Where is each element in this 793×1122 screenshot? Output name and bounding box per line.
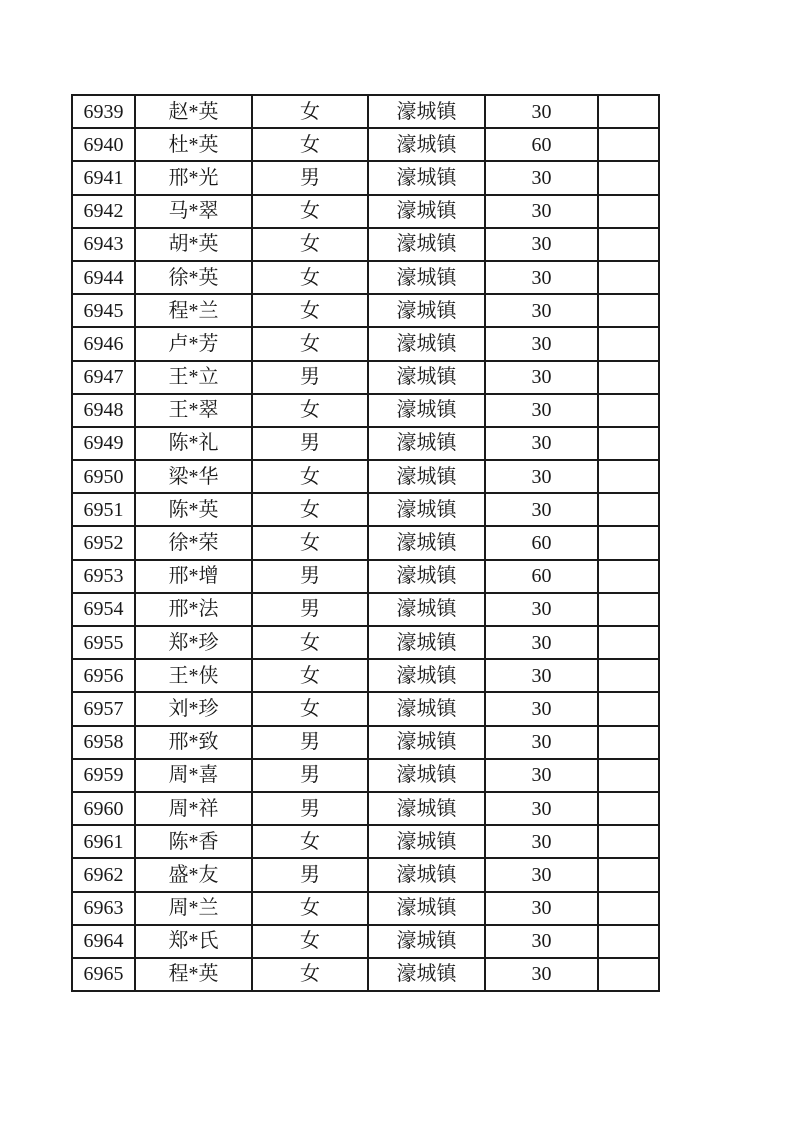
cell-name: 周*祥 [135, 792, 252, 825]
table-row [72, 825, 659, 858]
cell-gender: 女 [252, 327, 368, 360]
cell-amount: 30 [485, 427, 598, 460]
cell-amount: 30 [485, 692, 598, 725]
cell-gender: 女 [252, 692, 368, 725]
cell-blank [598, 892, 659, 925]
cell-amount: 30 [485, 858, 598, 891]
table-row [72, 958, 659, 991]
cell-name: 徐*荣 [135, 526, 252, 559]
cell-id: 6940 [72, 128, 135, 161]
cell-gender: 女 [252, 958, 368, 991]
cell-town: 濠城镇 [368, 626, 485, 659]
cell-town: 濠城镇 [368, 759, 485, 792]
cell-id: 6955 [72, 626, 135, 659]
cell-name: 卢*芳 [135, 327, 252, 360]
cell-town: 濠城镇 [368, 858, 485, 891]
cell-town: 濠城镇 [368, 925, 485, 958]
table-row [72, 460, 659, 493]
cell-amount: 30 [485, 228, 598, 261]
table-row [72, 261, 659, 294]
table-row [72, 161, 659, 194]
records-table [71, 94, 660, 992]
cell-amount: 30 [485, 261, 598, 294]
cell-blank [598, 427, 659, 460]
cell-gender: 女 [252, 261, 368, 294]
cell-blank [598, 858, 659, 891]
cell-town: 濠城镇 [368, 792, 485, 825]
cell-gender: 女 [252, 526, 368, 559]
table-row [72, 361, 659, 394]
cell-town: 濠城镇 [368, 726, 485, 759]
cell-town: 濠城镇 [368, 361, 485, 394]
cell-blank [598, 460, 659, 493]
cell-id: 6941 [72, 161, 135, 194]
cell-blank [598, 261, 659, 294]
cell-id: 6947 [72, 361, 135, 394]
cell-amount: 30 [485, 593, 598, 626]
cell-amount: 30 [485, 294, 598, 327]
cell-id: 6953 [72, 560, 135, 593]
cell-amount: 30 [485, 825, 598, 858]
table-row [72, 228, 659, 261]
table-row [72, 925, 659, 958]
cell-amount: 30 [485, 361, 598, 394]
table-row [72, 626, 659, 659]
cell-gender: 女 [252, 95, 368, 128]
cell-gender: 女 [252, 128, 368, 161]
cell-name: 王*翠 [135, 394, 252, 427]
cell-amount: 30 [485, 925, 598, 958]
cell-id: 6959 [72, 759, 135, 792]
cell-name: 胡*英 [135, 228, 252, 261]
cell-amount: 30 [485, 195, 598, 228]
cell-id: 6963 [72, 892, 135, 925]
cell-name: 郑*珍 [135, 626, 252, 659]
cell-town: 濠城镇 [368, 294, 485, 327]
cell-blank [598, 792, 659, 825]
cell-name: 王*侠 [135, 659, 252, 692]
records-table-body [72, 95, 659, 991]
cell-id: 6943 [72, 228, 135, 261]
table-row [72, 427, 659, 460]
cell-name: 周*喜 [135, 759, 252, 792]
cell-id: 6965 [72, 958, 135, 991]
cell-name: 陈*香 [135, 825, 252, 858]
cell-id: 6962 [72, 858, 135, 891]
cell-amount: 30 [485, 958, 598, 991]
cell-id: 6942 [72, 195, 135, 228]
cell-gender: 女 [252, 195, 368, 228]
cell-id: 6964 [72, 925, 135, 958]
cell-town: 濠城镇 [368, 692, 485, 725]
cell-town: 濠城镇 [368, 659, 485, 692]
cell-blank [598, 825, 659, 858]
cell-gender: 女 [252, 825, 368, 858]
cell-gender: 男 [252, 361, 368, 394]
table-row [72, 792, 659, 825]
cell-town: 濠城镇 [368, 261, 485, 294]
cell-blank [598, 560, 659, 593]
cell-amount: 30 [485, 161, 598, 194]
cell-gender: 女 [252, 925, 368, 958]
cell-gender: 男 [252, 427, 368, 460]
cell-gender: 女 [252, 659, 368, 692]
cell-name: 陈*礼 [135, 427, 252, 460]
table-row [72, 858, 659, 891]
cell-blank [598, 593, 659, 626]
table-row [72, 128, 659, 161]
table-row [72, 95, 659, 128]
cell-town: 濠城镇 [368, 327, 485, 360]
cell-town: 濠城镇 [368, 892, 485, 925]
cell-name: 杜*英 [135, 128, 252, 161]
cell-town: 濠城镇 [368, 493, 485, 526]
cell-town: 濠城镇 [368, 593, 485, 626]
cell-amount: 60 [485, 526, 598, 559]
cell-name: 郑*氏 [135, 925, 252, 958]
cell-gender: 女 [252, 394, 368, 427]
cell-town: 濠城镇 [368, 394, 485, 427]
cell-name: 邢*致 [135, 726, 252, 759]
cell-amount: 30 [485, 792, 598, 825]
cell-gender: 男 [252, 759, 368, 792]
cell-id: 6960 [72, 792, 135, 825]
cell-amount: 30 [485, 95, 598, 128]
cell-town: 濠城镇 [368, 161, 485, 194]
cell-name: 邢*光 [135, 161, 252, 194]
cell-id: 6961 [72, 825, 135, 858]
cell-id: 6948 [72, 394, 135, 427]
cell-id: 6945 [72, 294, 135, 327]
table-row [72, 560, 659, 593]
cell-blank [598, 294, 659, 327]
cell-town: 濠城镇 [368, 526, 485, 559]
cell-town: 濠城镇 [368, 128, 485, 161]
table-row [72, 327, 659, 360]
cell-name: 周*兰 [135, 892, 252, 925]
cell-name: 陈*英 [135, 493, 252, 526]
cell-id: 6951 [72, 493, 135, 526]
table-row [72, 759, 659, 792]
table-row [72, 726, 659, 759]
cell-amount: 60 [485, 560, 598, 593]
table-row [72, 195, 659, 228]
cell-id: 6944 [72, 261, 135, 294]
cell-blank [598, 726, 659, 759]
cell-name: 程*兰 [135, 294, 252, 327]
cell-id: 6958 [72, 726, 135, 759]
cell-id: 6949 [72, 427, 135, 460]
cell-town: 濠城镇 [368, 95, 485, 128]
cell-blank [598, 692, 659, 725]
cell-name: 徐*英 [135, 261, 252, 294]
cell-gender: 男 [252, 792, 368, 825]
cell-blank [598, 626, 659, 659]
cell-town: 濠城镇 [368, 460, 485, 493]
cell-id: 6956 [72, 659, 135, 692]
cell-name: 赵*英 [135, 95, 252, 128]
cell-amount: 30 [485, 460, 598, 493]
cell-name: 邢*增 [135, 560, 252, 593]
cell-id: 6950 [72, 460, 135, 493]
cell-gender: 女 [252, 294, 368, 327]
cell-blank [598, 394, 659, 427]
cell-blank [598, 327, 659, 360]
cell-blank [598, 228, 659, 261]
cell-blank [598, 925, 659, 958]
table-row [72, 593, 659, 626]
table-row [72, 394, 659, 427]
cell-town: 濠城镇 [368, 560, 485, 593]
table-row [72, 692, 659, 725]
cell-name: 马*翠 [135, 195, 252, 228]
cell-town: 濠城镇 [368, 427, 485, 460]
cell-blank [598, 759, 659, 792]
cell-gender: 男 [252, 593, 368, 626]
cell-id: 6939 [72, 95, 135, 128]
cell-amount: 60 [485, 128, 598, 161]
table-row [72, 892, 659, 925]
cell-name: 梁*华 [135, 460, 252, 493]
cell-amount: 30 [485, 626, 598, 659]
cell-town: 濠城镇 [368, 958, 485, 991]
cell-gender: 女 [252, 626, 368, 659]
cell-amount: 30 [485, 726, 598, 759]
cell-gender: 男 [252, 726, 368, 759]
cell-gender: 男 [252, 560, 368, 593]
cell-amount: 30 [485, 892, 598, 925]
cell-name: 刘*珍 [135, 692, 252, 725]
cell-town: 濠城镇 [368, 825, 485, 858]
cell-gender: 男 [252, 161, 368, 194]
cell-blank [598, 361, 659, 394]
table-row [72, 294, 659, 327]
cell-blank [598, 526, 659, 559]
cell-blank [598, 659, 659, 692]
cell-amount: 30 [485, 327, 598, 360]
cell-id: 6957 [72, 692, 135, 725]
table-row [72, 526, 659, 559]
table-row [72, 659, 659, 692]
cell-blank [598, 161, 659, 194]
cell-id: 6954 [72, 593, 135, 626]
cell-blank [598, 95, 659, 128]
cell-amount: 30 [485, 759, 598, 792]
cell-blank [598, 128, 659, 161]
cell-gender: 女 [252, 892, 368, 925]
cell-blank [598, 195, 659, 228]
cell-gender: 女 [252, 460, 368, 493]
cell-amount: 30 [485, 394, 598, 427]
cell-amount: 30 [485, 493, 598, 526]
table-row [72, 493, 659, 526]
cell-name: 邢*法 [135, 593, 252, 626]
cell-id: 6946 [72, 327, 135, 360]
cell-town: 濠城镇 [368, 195, 485, 228]
cell-gender: 女 [252, 493, 368, 526]
cell-gender: 女 [252, 228, 368, 261]
cell-name: 王*立 [135, 361, 252, 394]
cell-name: 程*英 [135, 958, 252, 991]
cell-gender: 男 [252, 858, 368, 891]
cell-amount: 30 [485, 659, 598, 692]
cell-name: 盛*友 [135, 858, 252, 891]
cell-blank [598, 493, 659, 526]
cell-blank [598, 958, 659, 991]
cell-town: 濠城镇 [368, 228, 485, 261]
cell-id: 6952 [72, 526, 135, 559]
